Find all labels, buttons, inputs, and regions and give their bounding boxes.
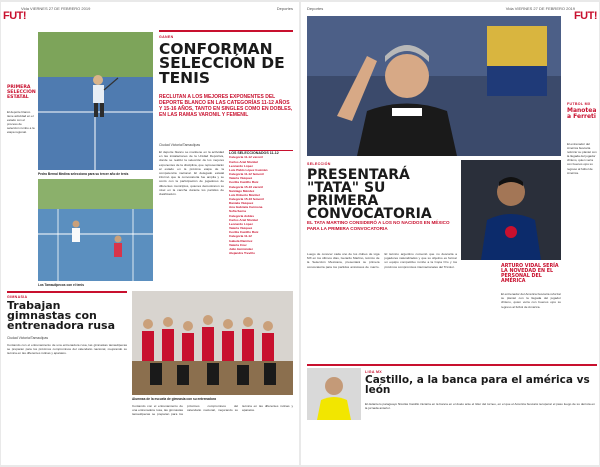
article2-rule-right	[307, 364, 597, 366]
selection-list-item: Leonardo López	[229, 221, 253, 226]
side-red-title: Manotea a Ferreti	[567, 107, 597, 121]
selection-list-item: Categoría 11-12 varonil	[229, 155, 263, 160]
article2-body-cont: Contando con el entrenamiento de una entrenadora rusa, las gimnastas tamaulipecas se preparan para los próximos compromisos del calendario nacional, mejorando su técnica en las diferentes rutinas y aparatos.	[132, 404, 293, 417]
photo1-caption: Pedro Bernal Medina selecciona para su tercer año de tenis	[38, 172, 129, 176]
selection-list	[229, 155, 293, 255]
article-title-right: PRESENTARÁ "TATA" SU PRIMERA CONVOCATORIA	[307, 167, 432, 222]
selection-list-item: Categoría 11-12 femenil	[229, 172, 264, 177]
tennis-photo-1	[38, 32, 153, 170]
selection-list-item: Alejandra Treviño	[229, 251, 255, 255]
article-body-right: Luego de conocer cada uno de los clubes de Liga MX en los últimos días, Gerardo Martino, técnico de la Selección Mexicana, presentará su primera convocatoria para los partidos amistosos de marzo. El técnico argentino comentó que no descarta a jugadores naturalizados y que su objetivo es formar un equipo competitivo rumbo a la Copa Oro y los próximos compromisos internacionales del Tricolor.	[307, 252, 457, 269]
article2-body-right: El delantero paraguayo Nicolás Castillo iniciaría en la banca en el duelo ante el líder del torneo, en el que el América buscará recuperar el paso luego de su derrota en la jornada anterior.	[365, 402, 595, 411]
selection-list-item: Luis Roberto Montiel	[229, 192, 260, 197]
selection-list-item: Julio Hernández	[229, 246, 253, 251]
selection-list-item: Carlos Ariel Montiel	[229, 217, 258, 222]
selection-list-box	[229, 150, 293, 281]
article2-rule	[7, 291, 127, 293]
title-rule	[159, 30, 293, 32]
gymnasts-photo	[132, 291, 293, 395]
selection-list-item: Valeria Vázquez	[229, 226, 253, 231]
article-byline: Ciudad Victoria/Tamaulipas	[159, 143, 201, 147]
selection-list-item: Ana Gabriela Carmona	[229, 205, 263, 210]
selection-list-item: Leonardo López	[229, 163, 253, 168]
article2-body: Contando con el entrenamiento de una entrenadora rusa, las gimnastas tamaulipecas se preparan para los próximos compromisos del calendario nacional, mejorando su técnica en las diferentes rutinas y aparatos.	[7, 343, 127, 356]
selection-list-item: Cecilia Castillo Ruiz	[229, 180, 259, 185]
section-logo-right: FUT!	[573, 10, 597, 22]
article-tag-right: SELECCIÓN	[307, 162, 331, 166]
right-page	[301, 2, 599, 465]
side-text: El entrenador del América buscaría reforzar su plantel con la llegada del jugador chileno, quien vería con buenos ojos su regreso al futbol de América.	[567, 142, 597, 175]
article-body: El deporte blanco se mantiene en la actividad en las instalaciones de la Unidad Deportiva, donde se realizó la selección de los mejores exponentes de la disciplina, que representarán al estado en la próxima etapa de la competencia nacional. El delegado estatal informó que la convocatoria fue amplia y se contó con la participación de jugadores de diferentes municipios, quienes demostraron su nivel en la cancha durante los partidos de clasificación.	[159, 150, 224, 197]
selection-list-item: Carlos Ariel Montiel	[229, 159, 258, 164]
page-header-left: Vida VIERNES 27 DE FEBRERO 2019	[21, 6, 91, 11]
page-header-date-right: Vida VIERNES 27 DE FEBRERO 2019	[505, 6, 575, 11]
quote-red: ARTURO VIDAL SERÍA LA NOVEDAD EN EL PERSONAL DEL AMÉRICA	[501, 264, 559, 285]
photo3-caption: Alumnas de la escuela de gimnasia con su entrenadora	[132, 397, 216, 401]
photo2-caption: Los Tamaulipecos con el tenis	[38, 283, 84, 287]
sidebar-text: El deporte blanco tiene actividad en el estado con el proceso de selección rumbo a la etapa regional.	[7, 110, 35, 135]
selection-list-item: Categoría 11-12	[229, 234, 252, 239]
section-logo: FUT!	[3, 10, 27, 22]
selection-list-item: Luis Pablo López Guzmán	[229, 167, 268, 172]
selection-list-item: Valeria Vázquez	[229, 176, 253, 181]
tennis-photo-2	[38, 179, 153, 281]
article-subtitle: RECLUTAN A LOS MEJORES EXPONENTES DEL DEPORTE BLANCO EN LAS CATEGORÍAS 11-12 AÑOS Y 15-16 AÑOS, TANTO EN SINGLES COMO EN DOBLES, EN LAS RAMAS VARONIL Y FEMENIL	[159, 94, 293, 118]
sidebar-red-heading: PRIMERA SELECCIÓN ESTATAL	[7, 85, 36, 100]
article-subtitle-right: EL TATA MARTINO CONSIDERÓ A LOS NO NACIDOS EN MÉXICO PARA LA PRIMERA CONVOCATORIA	[307, 220, 450, 231]
left-page	[1, 2, 299, 465]
page-header-section: Deportes	[276, 6, 293, 11]
selection-list-item: Isabela Ramírez	[229, 238, 253, 243]
list-title: LOS SELECCIONADOS 11-12	[229, 151, 279, 155]
selection-list-item: Categoría 15-16 femenil	[229, 196, 264, 201]
article2-tag-right: LIGA MX	[365, 370, 382, 374]
side-tag: FUTBOL MX	[567, 102, 591, 106]
page-header-section-right: Deportes	[307, 6, 324, 11]
article-title: CONFORMAN SELECCIÓN DE TENIS	[159, 40, 285, 87]
article2-title-right: Castillo, a la banca para el américa vs león	[365, 374, 590, 396]
player-photo	[461, 160, 561, 260]
quote-body: El entrenador del América buscaría reforzar su plantel con la llegada del jugador chileno, quien vería con buenos ojos su regreso al futbol de América.	[501, 292, 561, 309]
selection-list-item: Cecilia Castillo Ruiz	[229, 230, 259, 235]
castillo-photo	[307, 368, 361, 420]
selection-list-item: Sofía Serna	[229, 209, 247, 214]
article2-title: Trabajan gimnastas con entrenadora rusa	[7, 299, 116, 333]
selection-list-item: Categoría dobles	[229, 213, 255, 218]
article2-byline: Ciudad Victoria/Tamaulipas	[7, 336, 49, 340]
article2-tag: GIMNASIA	[7, 295, 28, 299]
selection-list-item: Santiago Méndez	[229, 188, 255, 193]
selection-list-item: Valeria Cruz	[229, 242, 247, 247]
selection-list-item: Daniela Vázquez	[229, 201, 254, 206]
selection-list-item: Categoría 15-16 varonil	[229, 184, 264, 189]
article-tag: GANEN	[159, 35, 174, 39]
coach-photo	[307, 16, 561, 156]
